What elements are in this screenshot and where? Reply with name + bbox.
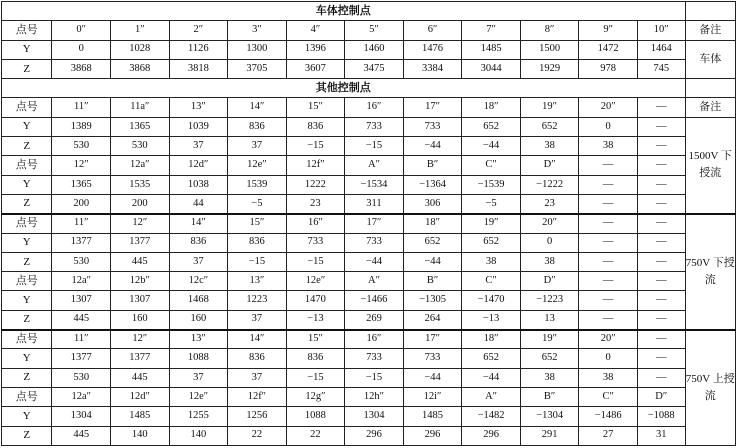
point-cell: 14″: [228, 98, 287, 117]
y-cell: 0: [579, 349, 638, 368]
point-cell: 8″: [520, 21, 579, 40]
point-id-row: [2, 98, 736, 117]
control-point-document: [1, 1, 736, 446]
point-cell: 12g″: [286, 387, 345, 406]
z-cell: 160: [111, 310, 170, 329]
y-cell: −1364: [403, 175, 462, 194]
y-cell: 1304: [52, 407, 111, 426]
row-label: Y: [2, 175, 52, 194]
point-cell: 12b″: [111, 272, 170, 291]
point-cell: 6″: [403, 21, 462, 40]
z-cell: 3818: [169, 59, 228, 78]
z-cell: 296: [462, 426, 521, 445]
y-cell: 1377: [52, 233, 111, 252]
point-cell: 16″: [286, 214, 345, 233]
point-cell: 15″: [286, 98, 345, 117]
row-label: Z: [2, 368, 52, 387]
point-cell: 16″: [345, 98, 404, 117]
point-cell: 14″: [169, 214, 228, 233]
row-label: 点号: [2, 387, 52, 406]
y-cell: −1305: [403, 291, 462, 310]
z-cell: 530: [52, 137, 111, 156]
z-cell: 3384: [403, 59, 462, 78]
z-cell: −15: [345, 137, 404, 156]
z-cell: 3607: [286, 59, 345, 78]
point-cell: 3″: [228, 21, 287, 40]
point-cell: 12″: [111, 330, 170, 349]
z-cell: 445: [111, 252, 170, 271]
point-id-row: [2, 21, 736, 40]
y-cell: −1539: [462, 175, 521, 194]
y-cell: 1307: [111, 291, 170, 310]
y-cell: 836: [228, 233, 287, 252]
y-cell: 0: [579, 117, 638, 136]
z-cell: −44: [403, 368, 462, 387]
y-cell: —: [637, 291, 685, 310]
z-cell: 978: [579, 59, 638, 78]
point-cell: C″: [462, 156, 521, 175]
point-cell: 12c″: [169, 272, 228, 291]
y-cell: 1365: [52, 175, 111, 194]
note-cell: [685, 79, 736, 98]
z-cell: 530: [52, 368, 111, 387]
y-cell: 733: [286, 233, 345, 252]
point-cell: D″: [637, 387, 685, 406]
point-cell: 4″: [286, 21, 345, 40]
y-cell: 1307: [52, 291, 111, 310]
z-cell: —: [637, 252, 685, 271]
y-cell: 1038: [169, 175, 228, 194]
point-cell: B″: [403, 156, 462, 175]
z-cell: 23: [286, 194, 345, 213]
z-cell: —: [637, 310, 685, 329]
point-cell: 18″: [462, 330, 521, 349]
z-cell: 27: [579, 426, 638, 445]
z-cell: 38: [579, 137, 638, 156]
y-cell: −1088: [637, 407, 685, 426]
point-cell: —: [637, 98, 685, 117]
y-cell: 1476: [403, 40, 462, 59]
y-value-row: [2, 233, 736, 252]
y-cell: 652: [520, 349, 579, 368]
y-cell: 836: [286, 117, 345, 136]
y-cell: 1500: [520, 40, 579, 59]
z-cell: 37: [169, 368, 228, 387]
y-cell: 1088: [169, 349, 228, 368]
z-cell: −44: [345, 252, 404, 271]
z-cell: —: [579, 310, 638, 329]
point-cell: 12h″: [345, 387, 404, 406]
point-cell: 20″: [579, 330, 638, 349]
point-cell: —: [579, 214, 638, 233]
y-cell: 0: [52, 40, 111, 59]
point-cell: 13″: [169, 98, 228, 117]
y-cell: 836: [228, 349, 287, 368]
note-1500v-down: 1500V 下授流: [685, 117, 736, 213]
point-cell: 12d″: [169, 156, 228, 175]
note-750v-up: 750V 上授流: [685, 330, 736, 446]
point-id-row: [2, 272, 736, 291]
point-cell: A″: [345, 156, 404, 175]
z-cell: 31: [637, 426, 685, 445]
z-cell: 296: [345, 426, 404, 445]
point-cell: 19″: [520, 330, 579, 349]
z-cell: 38: [520, 137, 579, 156]
y-value-row: [2, 40, 736, 59]
y-cell: —: [637, 349, 685, 368]
row-label: 点号: [2, 272, 52, 291]
row-label: Z: [2, 59, 52, 78]
point-cell: 12e″: [169, 387, 228, 406]
y-cell: −1470: [462, 291, 521, 310]
z-cell: −13: [286, 310, 345, 329]
z-cell: 3475: [345, 59, 404, 78]
point-cell: 12f″: [228, 387, 287, 406]
z-cell: —: [637, 194, 685, 213]
y-cell: 1389: [52, 117, 111, 136]
y-cell: 1485: [462, 40, 521, 59]
point-cell: 17″: [345, 214, 404, 233]
row-label: Z: [2, 252, 52, 271]
z-cell: 264: [403, 310, 462, 329]
z-cell: 3868: [111, 59, 170, 78]
point-id-row: [2, 214, 736, 233]
z-cell: −44: [462, 368, 521, 387]
row-label: 点号: [2, 214, 52, 233]
y-cell: 0: [520, 233, 579, 252]
point-cell: 11″: [52, 330, 111, 349]
y-value-row: [2, 291, 736, 310]
z-cell: 140: [169, 426, 228, 445]
z-cell: −5: [462, 194, 521, 213]
y-cell: 652: [462, 349, 521, 368]
y-cell: 1470: [286, 291, 345, 310]
point-cell: 18″: [403, 214, 462, 233]
y-cell: —: [637, 175, 685, 194]
y-cell: 1039: [169, 117, 228, 136]
point-cell: 17″: [403, 98, 462, 117]
z-cell: 3044: [462, 59, 521, 78]
z-cell: −13: [462, 310, 521, 329]
point-cell: 19″: [462, 214, 521, 233]
point-cell: 20″: [520, 214, 579, 233]
point-cell: 11″: [52, 98, 111, 117]
point-cell: 9″: [579, 21, 638, 40]
z-cell: −15: [286, 368, 345, 387]
row-label: 点号: [2, 330, 52, 349]
z-cell: 1929: [520, 59, 579, 78]
z-cell: −44: [403, 252, 462, 271]
point-cell: 12a″: [52, 387, 111, 406]
y-cell: 733: [345, 233, 404, 252]
y-cell: 733: [345, 117, 404, 136]
z-value-row: [2, 252, 736, 271]
y-cell: 1126: [169, 40, 228, 59]
y-cell: −1304: [520, 407, 579, 426]
z-cell: 306: [403, 194, 462, 213]
y-cell: −1534: [345, 175, 404, 194]
z-cell: —: [579, 252, 638, 271]
y-value-row: [2, 349, 736, 368]
point-cell: 7″: [462, 21, 521, 40]
point-cell: 12e″: [286, 272, 345, 291]
y-cell: —: [579, 291, 638, 310]
point-cell: C″: [579, 387, 638, 406]
row-label: 点号: [2, 21, 52, 40]
z-cell: 200: [111, 194, 170, 213]
z-cell: 530: [111, 137, 170, 156]
point-id-row: [2, 156, 736, 175]
point-id-row: [2, 387, 736, 406]
point-cell: 12f″: [286, 156, 345, 175]
y-cell: —: [637, 233, 685, 252]
row-label: Z: [2, 194, 52, 213]
z-cell: 291: [520, 426, 579, 445]
y-cell: 652: [403, 233, 462, 252]
y-cell: 1485: [403, 407, 462, 426]
y-cell: 1028: [111, 40, 170, 59]
point-cell: D″: [520, 272, 579, 291]
y-cell: —: [579, 175, 638, 194]
point-cell: 1″: [111, 21, 170, 40]
y-cell: 1377: [52, 349, 111, 368]
z-cell: 38: [520, 252, 579, 271]
row-label: Y: [2, 117, 52, 136]
row-label: Z: [2, 310, 52, 329]
z-cell: 37: [169, 137, 228, 156]
row-label: Y: [2, 233, 52, 252]
z-cell: −15: [345, 368, 404, 387]
y-cell: −1486: [579, 407, 638, 426]
row-label: Y: [2, 407, 52, 426]
section-header-row: [2, 79, 736, 98]
point-cell: 12d″: [111, 387, 170, 406]
y-cell: 1223: [228, 291, 287, 310]
z-cell: 311: [345, 194, 404, 213]
y-cell: 652: [462, 233, 521, 252]
point-cell: —: [579, 156, 638, 175]
control-point-table: [1, 1, 736, 446]
point-cell: —: [637, 272, 685, 291]
y-cell: −1482: [462, 407, 521, 426]
y-cell: 836: [169, 233, 228, 252]
y-cell: 1396: [286, 40, 345, 59]
y-cell: 1535: [111, 175, 170, 194]
y-cell: 733: [345, 349, 404, 368]
z-cell: —: [637, 137, 685, 156]
z-cell: −44: [462, 137, 521, 156]
point-cell: 14″: [228, 330, 287, 349]
z-cell: 23: [520, 194, 579, 213]
z-cell: 44: [169, 194, 228, 213]
z-cell: —: [579, 194, 638, 213]
z-value-row: [2, 368, 736, 387]
z-value-row: [2, 137, 736, 156]
point-cell: 13″: [169, 330, 228, 349]
point-cell: —: [637, 330, 685, 349]
point-cell: 15″: [228, 214, 287, 233]
z-cell: 37: [228, 137, 287, 156]
point-cell: 11″: [52, 214, 111, 233]
point-cell: 12i″: [403, 387, 462, 406]
point-cell: —: [637, 214, 685, 233]
z-cell: 530: [52, 252, 111, 271]
z-value-row: [2, 59, 736, 78]
z-cell: 160: [169, 310, 228, 329]
point-cell: 16″: [345, 330, 404, 349]
row-label: Y: [2, 40, 52, 59]
point-cell: A″: [345, 272, 404, 291]
y-cell: 1539: [228, 175, 287, 194]
point-cell: B″: [403, 272, 462, 291]
note-body: 车体: [685, 40, 736, 79]
y-cell: 1365: [111, 117, 170, 136]
z-value-row: [2, 194, 736, 213]
y-cell: 1300: [228, 40, 287, 59]
point-cell: 12″: [52, 156, 111, 175]
y-cell: —: [579, 233, 638, 252]
point-cell: 13″: [228, 272, 287, 291]
z-cell: 200: [52, 194, 111, 213]
y-cell: 652: [462, 117, 521, 136]
row-label: Y: [2, 349, 52, 368]
y-value-row: [2, 407, 736, 426]
y-cell: −1222: [520, 175, 579, 194]
z-cell: 140: [111, 426, 170, 445]
z-cell: 22: [286, 426, 345, 445]
y-cell: 733: [403, 117, 462, 136]
z-cell: −15: [286, 252, 345, 271]
y-cell: 836: [286, 349, 345, 368]
z-cell: 37: [169, 252, 228, 271]
y-cell: 652: [520, 117, 579, 136]
y-cell: 1485: [111, 407, 170, 426]
y-cell: 1377: [111, 233, 170, 252]
point-cell: 2″: [169, 21, 228, 40]
z-value-row: [2, 310, 736, 329]
y-cell: —: [637, 117, 685, 136]
y-cell: 1304: [345, 407, 404, 426]
point-cell: D″: [520, 156, 579, 175]
z-cell: 3705: [228, 59, 287, 78]
row-label: 点号: [2, 156, 52, 175]
z-cell: 37: [228, 368, 287, 387]
y-cell: 1464: [637, 40, 685, 59]
point-cell: 12e″: [228, 156, 287, 175]
y-cell: −1466: [345, 291, 404, 310]
z-cell: —: [637, 368, 685, 387]
z-cell: 745: [637, 59, 685, 78]
z-cell: 296: [403, 426, 462, 445]
z-cell: 37: [228, 310, 287, 329]
note-header: 备注: [685, 98, 736, 117]
z-cell: 269: [345, 310, 404, 329]
note-750v-down: 750V 下授流: [685, 214, 736, 330]
y-value-row: [2, 175, 736, 194]
point-cell: C″: [462, 272, 521, 291]
point-cell: 12″: [111, 214, 170, 233]
y-cell: 733: [403, 349, 462, 368]
point-cell: —: [637, 156, 685, 175]
z-cell: −15: [286, 137, 345, 156]
z-cell: 38: [520, 368, 579, 387]
point-id-row: [2, 330, 736, 349]
z-cell: 445: [52, 310, 111, 329]
y-cell: 1472: [579, 40, 638, 59]
point-cell: —: [579, 272, 638, 291]
y-cell: 1460: [345, 40, 404, 59]
point-cell: A″: [462, 387, 521, 406]
point-cell: 19″: [520, 98, 579, 117]
z-cell: 38: [462, 252, 521, 271]
row-label: 点号: [2, 98, 52, 117]
y-cell: 1222: [286, 175, 345, 194]
point-cell: 17″: [403, 330, 462, 349]
y-cell: 1088: [286, 407, 345, 426]
row-label: Y: [2, 291, 52, 310]
z-cell: −5: [228, 194, 287, 213]
y-cell: 1377: [111, 349, 170, 368]
z-cell: 445: [111, 368, 170, 387]
z-cell: 22: [228, 426, 287, 445]
y-cell: 1255: [169, 407, 228, 426]
section-title: 其他控制点: [2, 79, 686, 98]
point-cell: 18″: [462, 98, 521, 117]
point-cell: 12a″: [52, 272, 111, 291]
note-cell: [685, 2, 736, 21]
z-cell: −44: [403, 137, 462, 156]
y-cell: 1468: [169, 291, 228, 310]
y-value-row: [2, 117, 736, 136]
point-cell: 5″: [345, 21, 404, 40]
z-cell: 38: [579, 368, 638, 387]
section-title: 车体控制点: [2, 2, 686, 21]
section-header-row: [2, 2, 736, 21]
row-label: Z: [2, 426, 52, 445]
point-cell: 20″: [579, 98, 638, 117]
z-cell: 445: [52, 426, 111, 445]
point-cell: B″: [520, 387, 579, 406]
note-header: 备注: [685, 21, 736, 40]
point-cell: 0″: [52, 21, 111, 40]
y-cell: −1223: [520, 291, 579, 310]
z-cell: 3868: [52, 59, 111, 78]
point-cell: 11a″: [111, 98, 170, 117]
point-cell: 15″: [286, 330, 345, 349]
row-label: Z: [2, 137, 52, 156]
y-cell: 836: [228, 117, 287, 136]
z-cell: 13: [520, 310, 579, 329]
y-cell: 1256: [228, 407, 287, 426]
point-cell: 12a″: [111, 156, 170, 175]
z-value-row: [2, 426, 736, 445]
point-cell: 10″: [637, 21, 685, 40]
z-cell: −15: [228, 252, 287, 271]
table-body: [2, 2, 736, 446]
